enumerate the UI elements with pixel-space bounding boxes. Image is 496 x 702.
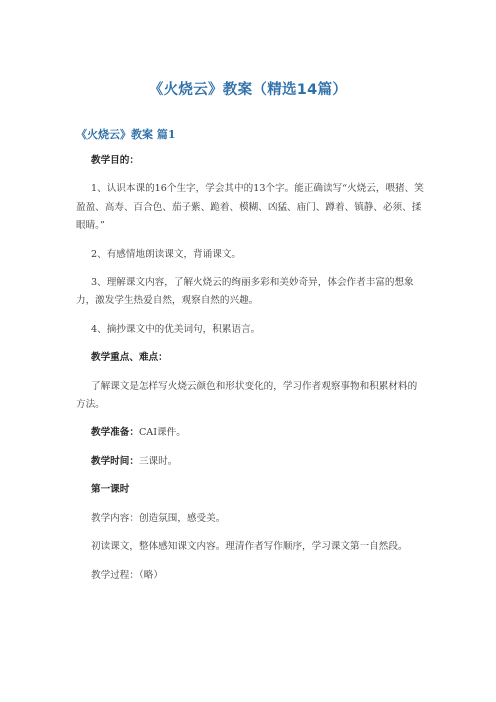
paragraph-key-points: 了解课文是怎样写火烧云颜色和形状变化的，学习作者观察事物和积累材料的方法。 bbox=[76, 380, 418, 411]
paragraph-objective-2: 2、有感情地朗读课文，背诵课文。 bbox=[91, 248, 242, 260]
paragraph-process: 教学过程：（略） bbox=[91, 569, 163, 581]
paragraph-preparation bbox=[76, 424, 424, 442]
label-duration: 教学时间： bbox=[91, 455, 139, 467]
label-objectives: 教学目的： bbox=[91, 155, 139, 166]
label-first-lesson: 第一课时 bbox=[91, 484, 130, 496]
paragraph-objective-4: 4、摘抄课文中的优美词句，积累语言。 bbox=[91, 323, 261, 335]
value-preparation: CAI课件。 bbox=[138, 427, 186, 439]
paragraph-first-reading: 初读课文，整体感知课文内容。理清作者写作顺序，学习课文第一自然段。 bbox=[91, 541, 408, 553]
paragraph-duration bbox=[76, 453, 424, 471]
value-duration: 三课时。 bbox=[138, 455, 178, 467]
label-preparation: 教学准备： bbox=[91, 427, 139, 439]
document-body bbox=[76, 152, 424, 585]
label-key-points: 教学重点、难点： bbox=[91, 352, 168, 364]
document-title: 《火烧云》教案（精选14篇） bbox=[148, 82, 348, 98]
paragraph-objective-1: 1、认识本课的16个生字，学会其中的13个字。能正确读写“火烧云，喂猪、笑盈盈、高寿、百合色、茄子紫、跪着、模糊、凶猛、庙门、蹲着、镇静、必须、揉眼睛。” bbox=[76, 183, 424, 232]
section-heading: 《火烧云》教案 篇1 bbox=[76, 128, 176, 141]
paragraph-objective-3: 3、理解课文内容，了解火烧云的绚丽多彩和美妙奇异，体会作者丰富的想象力，激发学生热爱自然，观察自然的兴趣。 bbox=[76, 277, 414, 307]
paragraph-content: 教学内容：创造氛围，感受美。 bbox=[91, 512, 226, 524]
